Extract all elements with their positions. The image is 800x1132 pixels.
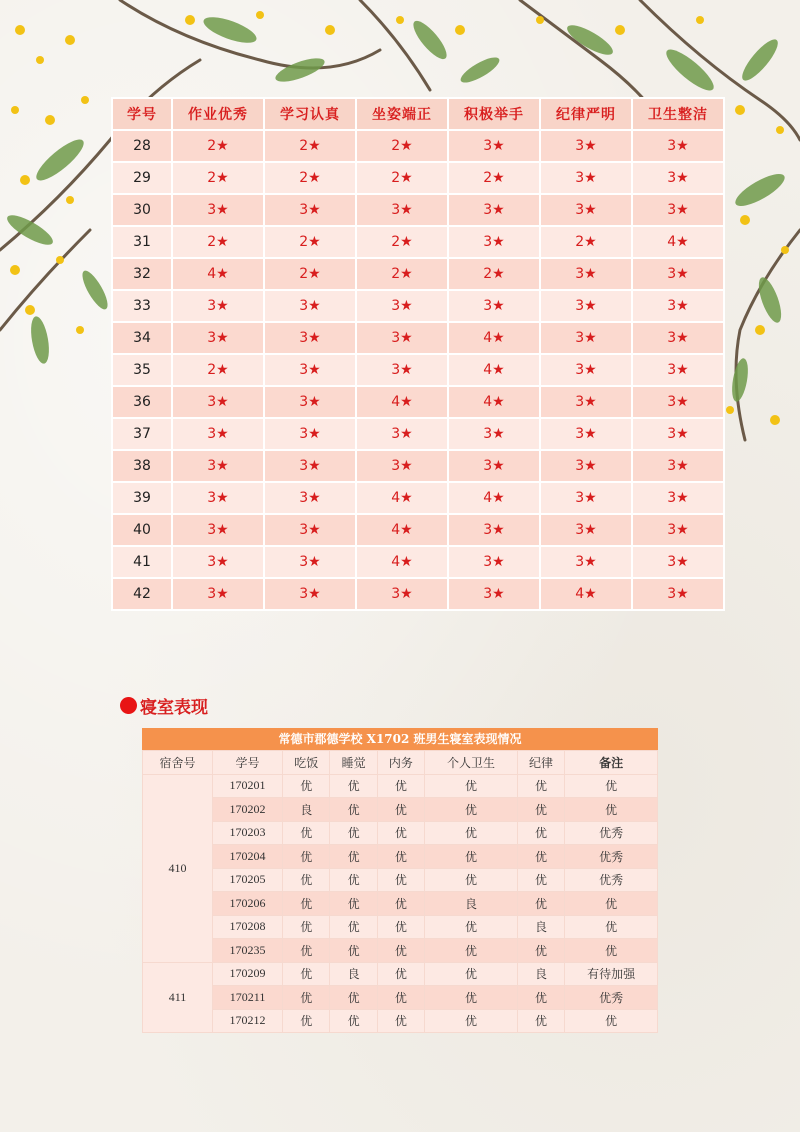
star-score-cell: 3★ [265, 195, 355, 225]
dorm-rating-cell: 优 [377, 821, 424, 845]
dorm-rating-cell: 优 [377, 892, 424, 916]
star-score-cell: 3★ [173, 515, 263, 545]
dorm-student-id-cell: 170209 [213, 962, 283, 986]
dorm-rating-cell: 优 [425, 774, 518, 798]
dorm-rating-cell: 优 [377, 986, 424, 1010]
star-score-cell: 3★ [633, 355, 723, 385]
star-score-cell: 4★ [357, 387, 447, 417]
score-table-body [113, 131, 723, 609]
dorm-rating-cell: 优秀 [565, 821, 658, 845]
score-row [113, 515, 723, 545]
star-score-cell: 3★ [265, 323, 355, 353]
star-score-cell: 3★ [449, 291, 539, 321]
dorm-column-header: 学号 [213, 751, 283, 775]
star-score-cell: 4★ [633, 227, 723, 257]
dorm-row [143, 986, 658, 1010]
star-score-cell: 2★ [265, 163, 355, 193]
dorm-row [143, 939, 658, 963]
section-heading [120, 693, 208, 718]
student-id-cell: 29 [113, 163, 171, 193]
dorm-rating-cell: 优 [283, 845, 330, 869]
star-score-cell: 3★ [173, 579, 263, 609]
star-score-cell: 2★ [265, 131, 355, 161]
score-header-row [113, 99, 723, 129]
star-score-cell: 3★ [449, 419, 539, 449]
dorm-rating-cell: 优 [517, 774, 564, 798]
student-id-cell: 34 [113, 323, 171, 353]
dorm-row [143, 774, 658, 798]
star-score-cell: 2★ [173, 131, 263, 161]
star-score-cell: 2★ [173, 163, 263, 193]
dorm-student-id-cell: 170206 [213, 892, 283, 916]
dorm-student-id-cell: 170204 [213, 845, 283, 869]
dorm-table-body [143, 774, 658, 1033]
dorm-rating-cell: 优 [330, 915, 377, 939]
dorm-rating-cell: 优 [517, 868, 564, 892]
star-score-cell: 3★ [357, 291, 447, 321]
star-score-cell: 3★ [541, 387, 631, 417]
star-score-cell: 3★ [449, 131, 539, 161]
dorm-row [143, 962, 658, 986]
score-column-header: 卫生整洁 [633, 99, 723, 129]
star-score-cell: 3★ [541, 131, 631, 161]
dorm-column-header: 内务 [377, 751, 424, 775]
star-score-cell: 2★ [541, 227, 631, 257]
star-score-cell: 2★ [449, 259, 539, 289]
star-score-cell: 4★ [173, 259, 263, 289]
star-score-cell: 3★ [541, 419, 631, 449]
student-id-cell: 42 [113, 579, 171, 609]
dorm-student-id-cell: 170235 [213, 939, 283, 963]
star-score-cell: 3★ [449, 515, 539, 545]
dorm-rating-cell: 优 [517, 986, 564, 1010]
dorm-performance-table [142, 750, 658, 1033]
star-score-cell: 4★ [357, 515, 447, 545]
star-score-cell: 3★ [633, 195, 723, 225]
star-score-cell: 3★ [357, 579, 447, 609]
room-number-cell: 411 [143, 962, 213, 1033]
student-id-cell: 40 [113, 515, 171, 545]
dorm-rating-cell: 优 [517, 939, 564, 963]
dorm-column-header: 吃饭 [283, 751, 330, 775]
star-score-cell: 2★ [449, 163, 539, 193]
star-score-cell: 3★ [357, 195, 447, 225]
dorm-rating-cell: 优 [377, 939, 424, 963]
star-score-cell: 3★ [541, 515, 631, 545]
dorm-row [143, 798, 658, 822]
score-row [113, 291, 723, 321]
star-score-cell: 3★ [633, 547, 723, 577]
dorm-row [143, 845, 658, 869]
star-score-cell: 3★ [541, 451, 631, 481]
dorm-student-id-cell: 170212 [213, 1009, 283, 1033]
dorm-rating-cell: 优 [565, 1009, 658, 1033]
dorm-rating-cell: 优 [565, 892, 658, 916]
dorm-rating-cell: 优 [565, 915, 658, 939]
dorm-rating-cell: 优 [377, 774, 424, 798]
score-column-header: 坐姿端正 [357, 99, 447, 129]
student-id-cell: 31 [113, 227, 171, 257]
star-score-cell: 3★ [633, 419, 723, 449]
star-score-cell: 3★ [265, 291, 355, 321]
dorm-rating-cell: 优 [565, 774, 658, 798]
dorm-table-caption: 常德市郡德学校 X1702 班男生寝室表现情况 [142, 728, 658, 750]
dorm-student-id-cell: 170203 [213, 821, 283, 845]
student-id-cell: 28 [113, 131, 171, 161]
dorm-rating-cell: 优 [330, 798, 377, 822]
red-dot-icon [120, 697, 137, 714]
star-score-cell: 3★ [633, 291, 723, 321]
dorm-rating-cell: 良 [425, 892, 518, 916]
dorm-rating-cell: 良 [517, 962, 564, 986]
star-score-cell: 2★ [357, 259, 447, 289]
dorm-rating-cell: 优 [517, 845, 564, 869]
score-row [113, 131, 723, 161]
star-score-table [111, 97, 725, 611]
dorm-rating-cell: 优 [517, 798, 564, 822]
dorm-rating-cell: 优 [377, 915, 424, 939]
dorm-column-header: 睡觉 [330, 751, 377, 775]
dorm-rating-cell: 优 [283, 939, 330, 963]
dorm-rating-cell: 优 [517, 892, 564, 916]
star-score-cell: 2★ [265, 227, 355, 257]
star-score-cell: 3★ [265, 547, 355, 577]
star-score-cell: 3★ [449, 579, 539, 609]
star-score-cell: 4★ [357, 547, 447, 577]
dorm-rating-cell: 优 [377, 868, 424, 892]
star-score-cell: 3★ [541, 163, 631, 193]
dorm-rating-cell: 优 [425, 845, 518, 869]
dorm-student-id-cell: 170202 [213, 798, 283, 822]
dorm-rating-cell: 优 [377, 962, 424, 986]
star-score-cell: 3★ [541, 355, 631, 385]
star-score-cell: 3★ [633, 131, 723, 161]
dorm-rating-cell: 优 [283, 915, 330, 939]
dorm-rating-cell: 优 [330, 821, 377, 845]
dorm-rating-cell: 优 [283, 1009, 330, 1033]
star-score-cell: 3★ [265, 451, 355, 481]
star-score-cell: 3★ [265, 387, 355, 417]
star-score-cell: 3★ [633, 579, 723, 609]
dorm-column-header: 纪律 [517, 751, 564, 775]
star-score-cell: 4★ [449, 483, 539, 513]
star-score-cell: 3★ [449, 195, 539, 225]
star-score-cell: 3★ [173, 419, 263, 449]
dorm-rating-cell: 优 [425, 986, 518, 1010]
dorm-rating-cell: 优 [425, 868, 518, 892]
dorm-rating-cell: 优 [283, 868, 330, 892]
star-score-cell: 3★ [173, 451, 263, 481]
dorm-rating-cell: 良 [330, 962, 377, 986]
star-score-cell: 3★ [173, 323, 263, 353]
star-score-cell: 2★ [173, 227, 263, 257]
score-row [113, 227, 723, 257]
dorm-rating-cell: 优 [565, 939, 658, 963]
score-column-header: 学习认真 [265, 99, 355, 129]
dorm-rating-cell: 优秀 [565, 868, 658, 892]
dorm-rating-cell: 优 [283, 892, 330, 916]
star-score-cell: 3★ [173, 195, 263, 225]
dorm-column-header: 宿舍号 [143, 751, 213, 775]
student-id-cell: 41 [113, 547, 171, 577]
dorm-rating-cell: 优 [330, 774, 377, 798]
dorm-rating-cell: 优 [377, 845, 424, 869]
score-row [113, 547, 723, 577]
star-score-cell: 3★ [265, 419, 355, 449]
star-score-cell: 4★ [449, 323, 539, 353]
score-row [113, 259, 723, 289]
dorm-row [143, 821, 658, 845]
score-row [113, 195, 723, 225]
score-column-header: 积极举手 [449, 99, 539, 129]
dorm-rating-cell: 优 [283, 962, 330, 986]
dorm-rating-cell: 优 [283, 774, 330, 798]
star-score-cell: 4★ [449, 355, 539, 385]
star-score-cell: 3★ [541, 483, 631, 513]
dorm-rating-cell: 优 [330, 845, 377, 869]
star-score-cell: 3★ [173, 547, 263, 577]
star-score-cell: 3★ [541, 323, 631, 353]
dorm-rating-cell: 优 [565, 798, 658, 822]
dorm-rating-cell: 优 [517, 1009, 564, 1033]
dorm-rating-cell: 优 [425, 962, 518, 986]
score-column-header: 作业优秀 [173, 99, 263, 129]
score-column-header: 学号 [113, 99, 171, 129]
star-score-cell: 3★ [265, 355, 355, 385]
star-score-cell: 3★ [449, 227, 539, 257]
star-score-cell: 3★ [633, 483, 723, 513]
dorm-rating-cell: 优 [425, 798, 518, 822]
dorm-rating-cell: 良 [283, 798, 330, 822]
dorm-student-id-cell: 170205 [213, 868, 283, 892]
star-score-cell: 2★ [173, 355, 263, 385]
student-id-cell: 32 [113, 259, 171, 289]
score-row [113, 387, 723, 417]
star-score-cell: 3★ [173, 387, 263, 417]
star-score-cell: 3★ [633, 163, 723, 193]
dorm-rating-cell: 优 [283, 986, 330, 1010]
star-score-cell: 3★ [265, 579, 355, 609]
dorm-column-header: 备注 [565, 751, 658, 775]
student-id-cell: 33 [113, 291, 171, 321]
dorm-rating-cell: 有待加强 [565, 962, 658, 986]
dorm-rating-cell: 良 [517, 915, 564, 939]
section-title-text: 寝室表现 [140, 698, 208, 718]
star-score-cell: 3★ [357, 323, 447, 353]
dorm-table-container [142, 728, 658, 1033]
dorm-rating-cell: 优 [377, 798, 424, 822]
score-row [113, 419, 723, 449]
star-score-cell: 2★ [357, 131, 447, 161]
score-column-header: 纪律严明 [541, 99, 631, 129]
student-id-cell: 36 [113, 387, 171, 417]
dorm-rating-cell: 优 [330, 1009, 377, 1033]
dorm-row [143, 892, 658, 916]
star-score-cell: 3★ [357, 419, 447, 449]
dorm-student-id-cell: 170201 [213, 774, 283, 798]
room-number-cell: 410 [143, 774, 213, 962]
star-score-cell: 3★ [633, 451, 723, 481]
score-row [113, 483, 723, 513]
star-score-cell: 3★ [541, 259, 631, 289]
star-score-cell: 3★ [173, 483, 263, 513]
dorm-rating-cell: 优 [377, 1009, 424, 1033]
dorm-rating-cell: 优 [425, 939, 518, 963]
star-score-cell: 3★ [357, 355, 447, 385]
dorm-rating-cell: 优 [330, 986, 377, 1010]
star-score-cell: 3★ [173, 291, 263, 321]
dorm-rating-cell: 优秀 [565, 845, 658, 869]
dorm-student-id-cell: 170211 [213, 986, 283, 1010]
score-row [113, 163, 723, 193]
star-score-cell: 3★ [541, 195, 631, 225]
dorm-rating-cell: 优 [425, 915, 518, 939]
star-score-cell: 3★ [265, 483, 355, 513]
star-score-cell: 3★ [265, 515, 355, 545]
student-id-cell: 38 [113, 451, 171, 481]
dorm-student-id-cell: 170208 [213, 915, 283, 939]
student-id-cell: 30 [113, 195, 171, 225]
student-id-cell: 37 [113, 419, 171, 449]
dorm-rating-cell: 优 [283, 821, 330, 845]
dorm-row [143, 1009, 658, 1033]
student-id-cell: 39 [113, 483, 171, 513]
star-score-cell: 4★ [357, 483, 447, 513]
dorm-rating-cell: 优秀 [565, 986, 658, 1010]
score-row [113, 355, 723, 385]
dorm-rating-cell: 优 [517, 821, 564, 845]
dorm-row [143, 868, 658, 892]
dorm-header-row [143, 751, 658, 775]
score-row [113, 579, 723, 609]
dorm-rating-cell: 优 [330, 892, 377, 916]
star-score-cell: 2★ [357, 163, 447, 193]
star-score-cell: 3★ [633, 323, 723, 353]
star-score-cell: 3★ [633, 259, 723, 289]
score-row [113, 323, 723, 353]
star-score-cell: 2★ [357, 227, 447, 257]
dorm-rating-cell: 优 [330, 868, 377, 892]
star-score-cell: 3★ [449, 547, 539, 577]
star-score-cell: 3★ [357, 451, 447, 481]
dorm-rating-cell: 优 [330, 939, 377, 963]
score-row [113, 451, 723, 481]
dorm-column-header: 个人卫生 [425, 751, 518, 775]
star-score-cell: 4★ [541, 579, 631, 609]
star-score-cell: 3★ [633, 515, 723, 545]
dorm-rating-cell: 优 [425, 1009, 518, 1033]
star-score-cell: 3★ [541, 291, 631, 321]
student-id-cell: 35 [113, 355, 171, 385]
dorm-row [143, 915, 658, 939]
star-score-cell: 3★ [449, 451, 539, 481]
star-score-cell: 3★ [633, 387, 723, 417]
star-score-cell: 3★ [541, 547, 631, 577]
star-score-cell: 2★ [265, 259, 355, 289]
dorm-rating-cell: 优 [425, 821, 518, 845]
star-score-cell: 4★ [449, 387, 539, 417]
